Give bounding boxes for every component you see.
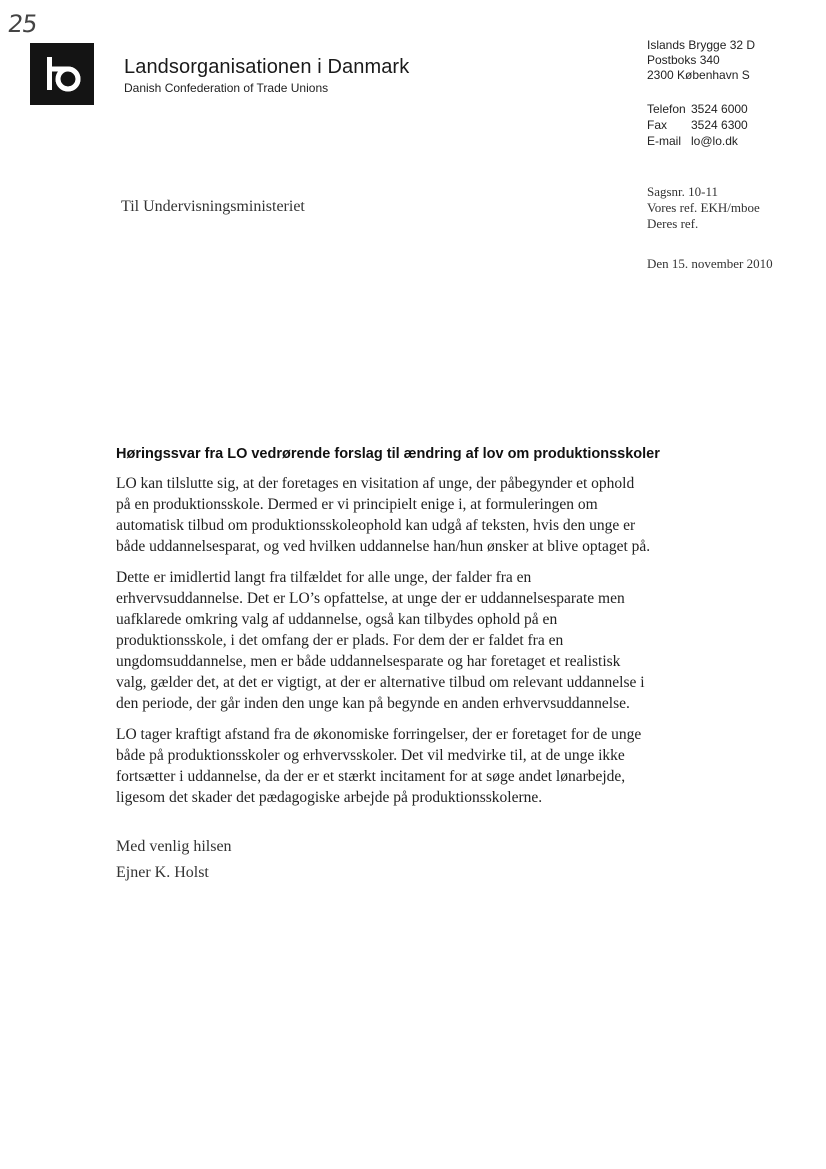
our-reference: Vores ref. EKH/mboe (647, 200, 760, 215)
address-line: Postboks 340 (647, 53, 720, 67)
greeting: Med venlig hilsen (116, 838, 232, 855)
text-line: erhvervsuddannelse. Det er LO’s opfattelse, at unge der er uddannelsesparate men (116, 590, 625, 607)
contact-phone (647, 101, 748, 117)
text-line: på en produktionsskole. Dermed er vi principielt enige i, at formuleringen om (116, 496, 598, 513)
page-number: 25 (6, 10, 39, 38)
contact-value: lo@lo.dk (691, 134, 738, 148)
paragraph (116, 567, 706, 714)
signature-name: Ejner K. Holst (116, 864, 209, 881)
contact-email (647, 133, 748, 149)
text-line: både på produktionsskoler og erhvervsskoler. Det vil medvirke til, at de unge ikke (116, 747, 625, 764)
case-number: Sagsnr. 10-11 (647, 184, 719, 199)
address-block (647, 38, 755, 83)
org-subtitle: Danish Confederation of Trade Unions (124, 81, 329, 95)
address-line: Islands Brygge 32 D (647, 38, 756, 52)
text-line: automatisk tilbud om produktionsskoleophold kan udgå af teksten, hvis den unge er (116, 517, 636, 534)
subject-heading: Høringssvar fra LO vedrørende forslag til ændring af lov om produktionsskoler (116, 446, 660, 462)
text-line: både uddannelsesparat, og ved hvilken uddannelse han/hun ønsker at blive optaget på. (116, 538, 651, 555)
paragraph (116, 724, 706, 808)
closing-block (116, 834, 232, 886)
text-line: produktionsskole, i det omfang der er plads. For dem der er faldet fra en (116, 632, 564, 649)
address-line: 2300 København S (647, 68, 750, 82)
letter-date: Den 15. november 2010 (647, 256, 773, 271)
text-line: uafklarede omkring valg af uddannelse, også kan tilbydes ophold på en (116, 611, 558, 628)
reference-block (647, 184, 760, 232)
contact-block (647, 101, 748, 149)
contact-label: Fax (647, 118, 668, 132)
text-line: den periode, der går inden den unge kan på begynde en anden erhvervsuddannelse. (116, 695, 630, 712)
contact-label: E-mail (647, 134, 682, 148)
letter-body (116, 473, 706, 818)
text-line: fortsætter i uddannelse, da der er et stærkt incitament for at søge andet lønarbejde, (116, 768, 626, 785)
text-line: Dette er imidlertid langt fra tilfældet for alle unge, der falder fra en (116, 569, 532, 586)
lo-logo (30, 43, 94, 105)
org-name: Landsorganisationen i Danmark (124, 56, 410, 78)
text-line: LO tager kraftigt afstand fra de økonomiske forringelser, der er foretaget for de unge (116, 726, 642, 743)
text-line: ungdomsuddannelse, men er både uddannelsesparate og har foretaget et realistisk (116, 653, 621, 670)
text-line: ligesom det skader det pædagogiske arbejde på produktionsskolerne. (116, 789, 543, 806)
text-line: valg, gælder det, at det er vigtigt, at der er alternative tilbud om relevant uddannelse i (116, 674, 645, 691)
contact-value: 3524 6000 (691, 102, 748, 116)
your-reference: Deres ref. (647, 216, 699, 231)
contact-value: 3524 6300 (691, 118, 748, 132)
contact-label: Telefon (647, 102, 686, 116)
lo-logo-mark-icon (30, 43, 94, 105)
text-line: LO kan tilslutte sig, at der foretages en visitation af unge, der påbegynder et ophold (116, 475, 635, 492)
paragraph (116, 473, 706, 557)
contact-fax (647, 117, 748, 133)
recipient: Til Undervisningsministeriet (121, 198, 305, 215)
